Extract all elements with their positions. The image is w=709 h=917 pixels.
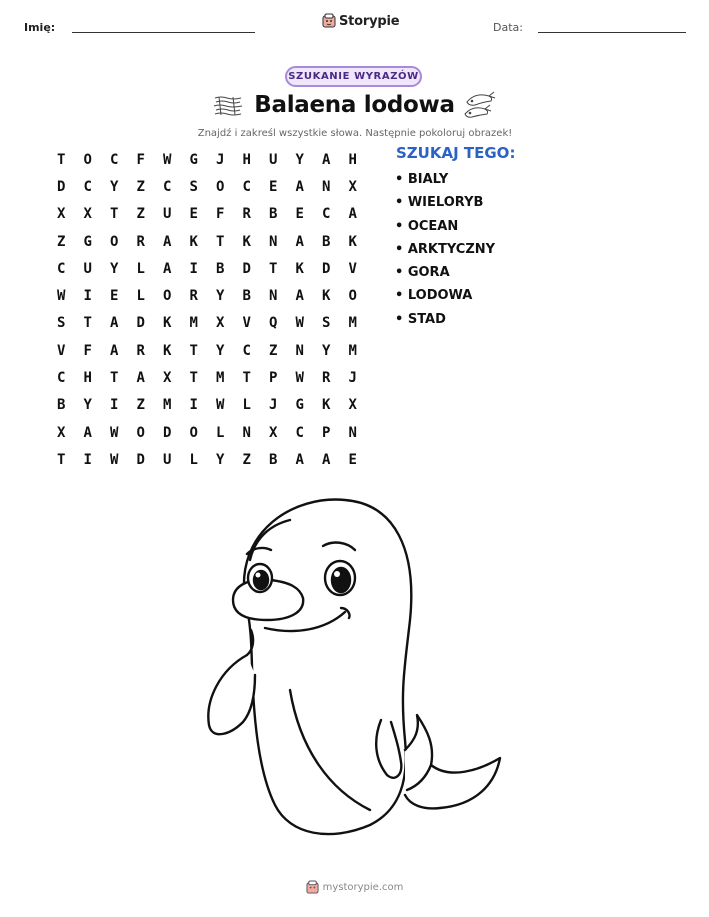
grid-cell[interactable]: T — [110, 370, 119, 387]
grid-cell[interactable]: B — [269, 206, 278, 223]
grid-cell[interactable]: M — [348, 342, 357, 359]
grid-cell[interactable]: O — [110, 233, 119, 250]
grid-cell[interactable]: N — [322, 178, 331, 195]
grid-cell[interactable]: O — [189, 424, 198, 441]
grid-cell[interactable]: L — [242, 397, 251, 414]
grid-cell[interactable]: Z — [136, 397, 145, 414]
grid-cell[interactable]: J — [216, 151, 225, 168]
instructions: Znajdź i zakreśl wszystkie słowa. Następnie pokoloruj obrazek! — [197, 128, 513, 139]
grid-cell[interactable]: H — [242, 151, 251, 168]
footer — [0, 880, 709, 895]
page-title: Balaena lodowa — [254, 92, 455, 118]
grid-cell[interactable]: A — [163, 233, 172, 250]
name-field[interactable] — [72, 32, 255, 33]
grid-cell[interactable]: O — [83, 151, 92, 168]
word-item: • ARKTYCZNY — [395, 241, 496, 257]
grid-cell[interactable]: O — [348, 288, 357, 305]
grid-cell[interactable]: R — [136, 342, 145, 359]
grid-cell[interactable]: M — [216, 370, 225, 387]
grid-cell[interactable]: A — [136, 370, 145, 387]
grid-cell[interactable]: O — [136, 424, 145, 441]
grid-cell[interactable]: C — [242, 178, 251, 195]
grid-cell[interactable]: W — [57, 288, 66, 305]
grid-cell[interactable]: R — [136, 233, 145, 250]
grid-cell[interactable]: Y — [110, 260, 119, 277]
storypie-logo-icon — [306, 880, 319, 895]
grid-cell[interactable]: E — [189, 206, 198, 223]
grid-cell[interactable]: T — [269, 260, 278, 277]
grid-cell[interactable]: Z — [242, 451, 251, 468]
grid-cell[interactable]: F — [136, 151, 145, 168]
grid-cell[interactable]: A — [295, 178, 304, 195]
grid-cell[interactable]: D — [322, 260, 331, 277]
grid-cell[interactable]: D — [136, 315, 145, 332]
grid-cell[interactable]: G — [295, 397, 304, 414]
grid-cell[interactable]: Y — [322, 342, 331, 359]
grid-cell[interactable]: H — [83, 370, 92, 387]
date-label: Data: — [493, 21, 523, 34]
grid-cell[interactable]: R — [189, 288, 198, 305]
grid-cell[interactable]: B — [269, 451, 278, 468]
grid-cell[interactable]: Q — [269, 315, 278, 332]
grid-cell[interactable]: A — [295, 233, 304, 250]
grid-cell[interactable]: D — [163, 424, 172, 441]
grid-cell[interactable]: O — [163, 288, 172, 305]
grid-cell[interactable]: A — [348, 206, 357, 223]
grid-cell[interactable]: F — [216, 206, 225, 223]
grid-cell[interactable]: I — [83, 288, 92, 305]
grid-cell[interactable]: B — [322, 233, 331, 250]
grid-cell[interactable]: C — [322, 206, 331, 223]
grid-cell[interactable]: W — [110, 424, 119, 441]
storypie-logo-icon — [322, 13, 336, 29]
grid-cell[interactable]: J — [269, 397, 278, 414]
grid-cell[interactable]: U — [163, 206, 172, 223]
word-item: • STAD — [395, 311, 446, 327]
date-field[interactable] — [538, 32, 686, 33]
word-item: • WIELORYB — [395, 195, 484, 211]
grid-cell[interactable]: V — [57, 342, 66, 359]
grid-cell[interactable]: A — [110, 342, 119, 359]
grid-cell[interactable]: E — [295, 206, 304, 223]
grid-cell[interactable]: R — [322, 370, 331, 387]
grid-cell[interactable]: A — [110, 315, 119, 332]
grid-cell[interactable]: U — [83, 260, 92, 277]
grid-cell[interactable]: T — [83, 315, 92, 332]
beluga-whale-illustration — [195, 490, 515, 860]
grid-cell[interactable]: W — [163, 151, 172, 168]
whales-icon — [463, 90, 497, 122]
grid-cell[interactable]: T — [242, 370, 251, 387]
grid-cell[interactable]: Y — [216, 288, 225, 305]
grid-cell[interactable]: Y — [110, 178, 119, 195]
grid-cell[interactable]: T — [216, 233, 225, 250]
grid-cell[interactable]: C — [110, 151, 119, 168]
grid-cell[interactable]: K — [189, 233, 198, 250]
grid-cell[interactable]: S — [57, 315, 66, 332]
grid-cell[interactable]: T — [57, 151, 66, 168]
grid-cell[interactable]: B — [57, 397, 66, 414]
grid-cell[interactable]: H — [348, 151, 357, 168]
grid-cell[interactable]: F — [83, 342, 92, 359]
grid-cell[interactable]: X — [348, 397, 357, 414]
grid-cell[interactable]: W — [110, 451, 119, 468]
grid-cell[interactable]: N — [348, 424, 357, 441]
grid-cell[interactable]: C — [163, 178, 172, 195]
grid-cell[interactable]: K — [163, 315, 172, 332]
grid-cell[interactable]: V — [242, 315, 251, 332]
grid-cell[interactable]: X — [348, 178, 357, 195]
grid-cell[interactable]: B — [216, 260, 225, 277]
grid-cell[interactable]: N — [242, 424, 251, 441]
grid-cell[interactable]: C — [242, 342, 251, 359]
word-item: • OCEAN — [395, 218, 459, 234]
word-item: • GORA — [395, 265, 450, 281]
grid-cell[interactable]: I — [83, 451, 92, 468]
grid-cell[interactable]: I — [189, 397, 198, 414]
word-item: • BIALY — [395, 172, 449, 187]
grid-cell[interactable]: A — [322, 151, 331, 168]
grid-cell[interactable]: K — [322, 288, 331, 305]
grid-cell[interactable]: C — [295, 424, 304, 441]
grid-cell[interactable]: X — [163, 370, 172, 387]
grid-cell[interactable]: D — [57, 178, 66, 195]
grid-cell[interactable]: M — [348, 315, 357, 332]
brand-name: Storypie — [339, 13, 400, 29]
grid-cell[interactable]: Y — [83, 397, 92, 414]
grid-cell[interactable]: X — [269, 424, 278, 441]
grid-cell[interactable]: G — [189, 151, 198, 168]
grid-cell[interactable]: R — [242, 206, 251, 223]
word-search-grid[interactable] — [48, 146, 366, 474]
grid-cell[interactable]: A — [322, 451, 331, 468]
grid-cell[interactable]: T — [57, 451, 66, 468]
grid-cell[interactable]: K — [348, 233, 357, 250]
grid-cell[interactable]: C — [57, 370, 66, 387]
grid-cell[interactable]: P — [269, 370, 278, 387]
grid-cell[interactable]: C — [57, 260, 66, 277]
grid-cell[interactable]: E — [269, 178, 278, 195]
grid-cell[interactable]: A — [295, 451, 304, 468]
grid-cell[interactable]: Z — [136, 178, 145, 195]
grid-cell[interactable]: K — [242, 233, 251, 250]
grid-cell[interactable]: A — [295, 288, 304, 305]
grid-cell[interactable]: J — [348, 370, 357, 387]
footer-site[interactable]: mystorypie.com — [322, 882, 404, 893]
grid-cell[interactable]: I — [110, 397, 119, 414]
grid-cell[interactable]: A — [163, 260, 172, 277]
grid-cell[interactable]: W — [295, 370, 304, 387]
grid-cell[interactable]: Y — [295, 151, 304, 168]
activity-badge: SZUKANIE WYRAZÓW — [285, 66, 422, 87]
grid-cell[interactable]: P — [322, 424, 331, 441]
grid-cell[interactable]: U — [163, 451, 172, 468]
grid-cell[interactable]: X — [57, 424, 66, 441]
grid-cell[interactable]: B — [242, 288, 251, 305]
grid-cell[interactable]: K — [163, 342, 172, 359]
grid-cell[interactable]: N — [269, 233, 278, 250]
grid-cell[interactable]: Z — [57, 233, 66, 250]
grid-cell[interactable]: U — [269, 151, 278, 168]
grid-cell[interactable]: I — [189, 260, 198, 277]
grid-cell[interactable]: O — [216, 178, 225, 195]
grid-cell[interactable]: W — [295, 315, 304, 332]
grid-cell[interactable]: X — [83, 206, 92, 223]
grid-cell[interactable]: L — [136, 260, 145, 277]
grid-cell[interactable]: A — [83, 424, 92, 441]
grid-cell[interactable]: S — [322, 315, 331, 332]
grid-cell[interactable]: S — [189, 178, 198, 195]
grid-cell[interactable]: L — [189, 451, 198, 468]
grid-cell[interactable]: Z — [269, 342, 278, 359]
grid-cell[interactable]: T — [110, 206, 119, 223]
grid-cell[interactable]: L — [216, 424, 225, 441]
grid-cell[interactable]: Y — [216, 342, 225, 359]
grid-cell[interactable]: L — [136, 288, 145, 305]
grid-cell[interactable]: T — [189, 342, 198, 359]
grid-cell[interactable]: T — [189, 370, 198, 387]
grid-cell[interactable]: M — [189, 315, 198, 332]
wordlist-title: SZUKAJ TEGO: — [396, 144, 516, 162]
grid-cell[interactable]: K — [322, 397, 331, 414]
grid-cell[interactable]: M — [163, 397, 172, 414]
grid-cell[interactable]: G — [83, 233, 92, 250]
grid-cell[interactable]: Z — [136, 206, 145, 223]
grid-cell[interactable]: C — [83, 178, 92, 195]
word-list — [395, 171, 495, 334]
grid-cell[interactable]: E — [110, 288, 119, 305]
grid-cell[interactable]: X — [216, 315, 225, 332]
grid-cell[interactable]: D — [242, 260, 251, 277]
name-label: Imię: — [24, 21, 56, 34]
grid-cell[interactable]: Y — [216, 451, 225, 468]
grid-cell[interactable]: X — [57, 206, 66, 223]
grid-cell[interactable]: E — [348, 451, 357, 468]
grid-cell[interactable]: N — [295, 342, 304, 359]
grid-cell[interactable]: N — [269, 288, 278, 305]
word-item: • LODOWA — [395, 288, 473, 304]
grid-cell[interactable]: W — [216, 397, 225, 414]
grid-cell[interactable]: K — [295, 260, 304, 277]
grid-cell[interactable]: D — [136, 451, 145, 468]
brand — [322, 13, 399, 29]
grid-cell[interactable]: V — [348, 260, 357, 277]
